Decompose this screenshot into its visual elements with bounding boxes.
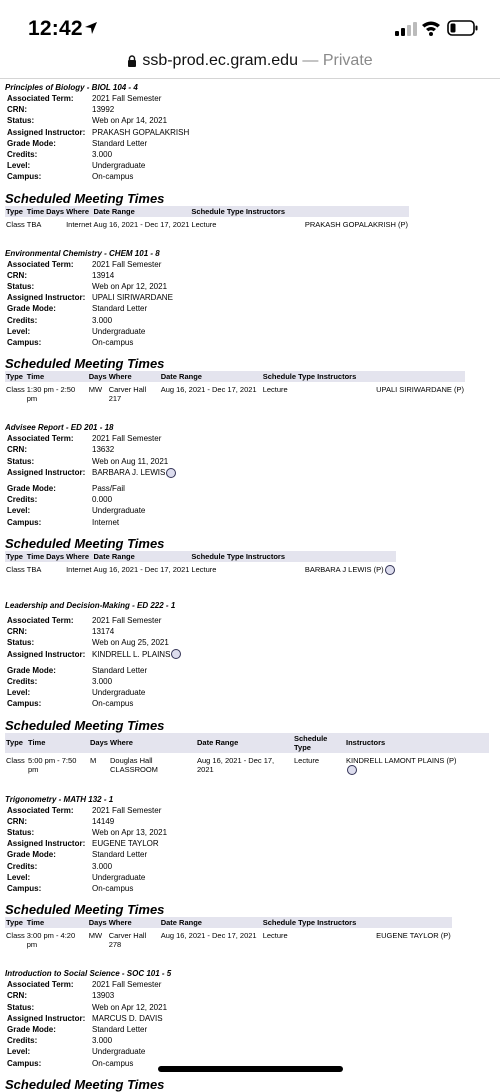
campus-value: On-campus [92,172,134,182]
col-schedule-type: Schedule Type [293,733,345,753]
meeting-times-heading: Scheduled Meeting Times [5,356,165,372]
table-row [5,562,396,578]
campus-label: Campus: [7,1058,42,1068]
credits-value: 3.000 [92,150,113,160]
level-value: Undergraduate [92,326,146,336]
lock-icon [127,55,137,67]
battery-icon [447,20,479,36]
col-days: Days [88,918,107,928]
campus-value: On-campus [92,883,134,893]
instructor-label: Assigned Instructor: [7,839,86,849]
cellular-signal-icon [395,22,417,36]
instructor-label: Assigned Instructor: [7,649,86,659]
location-arrow-icon [84,21,98,35]
course-title: Leadership and Decision-Making - ED 222 - 1 [5,600,176,610]
meeting-schedule-type: Lecture [262,931,288,941]
credits-label: Credits: [7,861,38,871]
term-value: 2021 Fall Semester [92,259,162,269]
term-value: 2021 Fall Semester [92,434,162,444]
col-schedule-type: Schedule Type [191,206,244,216]
meeting-type: Class [6,219,25,229]
status-value: Web on Apr 12, 2021 [92,282,168,292]
col-date-range: Date Range [93,206,191,217]
course-title: Introduction to Social Science - SOC 101 - 5 [5,969,172,979]
campus-label: Campus: [7,699,42,709]
status-value: Web on Aug 25, 2021 [92,638,169,648]
level-value: Undergraduate [92,872,146,882]
meeting-instructors: PRAKASH GOPALAKRISH (P) [304,219,409,229]
status-label: Status: [7,116,35,126]
status-value: Web on Apr 13, 2021 [92,827,168,837]
term-value: 2021 Fall Semester [92,805,162,815]
campus-value: On-campus [92,1058,134,1068]
campus-value: On-campus [92,699,134,709]
col-time: Time [26,371,88,382]
instructor-value: BARBARA J. LEWIS [92,467,166,477]
meeting-times-heading: Scheduled Meeting Times [5,902,165,918]
meeting-instructors: UPALI SIRIWARDANE (P) [376,385,465,395]
meeting-range: Aug 16, 2021 - Dec 17, 2021 [197,755,275,774]
credits-label: Credits: [7,676,38,686]
schedule-content [0,80,500,1092]
crn-value: 13174 [92,627,115,637]
home-indicator [158,1066,343,1072]
col-schedule-type: Schedule Type [262,918,316,928]
col-schedule-type: Schedule Type [262,372,316,382]
meeting-days [45,562,65,578]
instructor-label: Assigned Instructor: [7,127,86,137]
level-value: Undergraduate [92,688,146,698]
meeting-times-table [5,917,452,952]
col-days: Days [88,372,107,382]
clock: 12:42 [28,17,83,40]
level-label: Level: [7,326,31,336]
wifi-icon [421,20,441,36]
term-value: 2021 Fall Semester [92,615,162,625]
level-value: Undergraduate [92,1047,146,1057]
meeting-time: 3:00 pm - 4:20 pm [26,931,76,950]
instructor-label: Assigned Instructor: [7,467,86,477]
meeting-times-heading: Scheduled Meeting Times [5,1076,165,1092]
course-info-table [7,259,173,349]
credits-label: Credits: [7,1036,38,1046]
meeting-time: 1:30 pm - 2:50 pm [26,385,76,404]
meeting-instructors: EUGENE TAYLOR (P) [376,931,451,941]
course-block [0,601,500,710]
term-value: 2021 Fall Semester [92,94,162,103]
credits-value: 3.000 [92,676,113,686]
meeting-type: Class [6,755,25,765]
crn-label: CRN: [7,991,27,1001]
crn-value: 13903 [92,991,115,1001]
grade-value: Standard Letter [92,850,148,860]
term-label: Associated Term: [7,805,74,815]
grade-label: Grade Mode: [7,1024,56,1034]
col-time: Time [26,551,45,561]
grade-value: Standard Letter [92,304,148,314]
credits-value: 3.000 [92,861,113,871]
col-days: Days [46,551,65,561]
crn-value: 13632 [92,445,115,455]
meeting-where: Carver Hall 217 [108,385,147,404]
private-mode-label: Private [322,52,373,69]
meeting-days: MW [88,385,103,395]
term-label: Associated Term: [7,434,74,444]
meeting-where: Carver Hall 278 [108,931,147,950]
crn-value: 14149 [92,816,115,826]
meeting-times-table [5,206,409,232]
crn-label: CRN: [7,627,27,637]
grade-label: Grade Mode: [7,138,56,148]
term-value: 2021 Fall Semester [92,980,162,990]
meeting-times-heading: Scheduled Meeting Times [5,190,165,206]
grade-label: Grade Mode: [7,850,56,860]
table-row [5,928,452,952]
divider [0,78,500,79]
term-label: Associated Term: [7,94,74,103]
col-schedule-type: Schedule Type [191,551,244,561]
status-label: Status: [7,1002,35,1012]
meeting-times-table [5,733,489,778]
meeting-time: TBA [26,219,42,229]
credits-label: Credits: [7,495,38,505]
level-label: Level: [7,872,31,882]
meeting-type: Class [6,385,25,395]
meeting-times-table [5,371,465,406]
grade-value: Standard Letter [92,665,148,675]
status-label: Status: [7,638,35,648]
address-bar[interactable] [0,52,500,74]
col-where: Where [65,551,92,562]
email-icon[interactable] [347,765,357,775]
credits-label: Credits: [7,315,38,325]
meeting-times-heading: Scheduled Meeting Times [5,717,165,733]
level-value: Undergraduate [92,506,146,516]
col-date-range: Date Range [160,371,262,382]
col-time: Time [26,917,88,928]
course-info-table [7,615,181,710]
col-type: Type [5,917,26,928]
course-block [0,83,500,183]
course-title: Environmental Chemistry - CHEM 101 - 8 [5,248,160,258]
campus-label: Campus: [7,883,42,893]
col-instructors: Instructors [245,206,409,217]
campus-value: On-campus [92,338,134,348]
meeting-times-table [5,551,396,578]
crn-label: CRN: [7,816,27,826]
course-title: Principles of Biology - BIOL 104 - 4 [5,83,138,92]
meeting-instructors: BARBARA J LEWIS (P) [304,564,384,574]
instructor-value: EUGENE TAYLOR [92,839,159,849]
table-row [5,382,465,406]
col-time: Time [27,733,89,753]
course-title: Trigonometry - MATH 132 - 1 [5,794,114,804]
col-type: Type [5,371,26,382]
table-row [5,217,409,232]
email-icon[interactable] [166,468,176,478]
meeting-where: Douglas Hall CLASSROOM [110,755,158,774]
grade-label: Grade Mode: [7,484,56,494]
term-label: Associated Term: [7,980,74,990]
crn-value: 13914 [92,270,115,280]
crn-label: CRN: [7,270,27,280]
status-value: Web on Aug 11, 2021 [92,456,169,466]
course-info-table [7,805,167,895]
meeting-range: Aug 16, 2021 - Dec 17, 2021 [93,564,190,574]
col-days: Days [89,733,109,753]
campus-label: Campus: [7,517,42,527]
meeting-type: Class [6,931,25,941]
instructor-label: Assigned Instructor: [7,1013,86,1023]
course-info-table [7,433,176,528]
credits-label: Credits: [7,150,38,160]
email-icon[interactable] [385,565,395,575]
course-info-table [7,979,167,1069]
credits-value: 0.000 [92,495,113,505]
meeting-days: M [90,755,97,765]
col-instructors: Instructors [245,551,396,562]
credits-value: 3.000 [92,1036,113,1046]
course-block [0,969,500,1069]
crn-label: CRN: [7,105,27,115]
col-where: Where [108,371,160,382]
col-date-range: Date Range [93,551,191,562]
grade-value: Standard Letter [92,1024,148,1034]
level-label: Level: [7,688,31,698]
col-type: Type [5,551,26,562]
meeting-range: Aug 16, 2021 - Dec 17, 2021 [93,219,190,229]
col-type: Type [5,206,26,217]
col-time: Time [26,206,45,216]
meeting-days: MW [88,931,103,941]
crn-value: 13992 [92,105,115,115]
meeting-range: Aug 16, 2021 - Dec 17, 2021 [160,931,257,941]
meeting-time: 5:00 pm - 7:50 pm [28,755,77,774]
level-label: Level: [7,506,31,516]
meeting-range: Aug 16, 2021 - Dec 17, 2021 [160,385,257,395]
campus-value: Internet [92,517,120,527]
instructor-value: UPALI SIRIWARDANE [92,293,173,303]
instructor-label: Assigned Instructor: [7,293,86,303]
course-block [0,249,500,349]
col-instructors: Instructors [316,371,465,382]
meeting-schedule-type: Lecture [294,755,320,765]
email-icon[interactable] [171,649,181,659]
term-label: Associated Term: [7,259,74,269]
meeting-time: TBA [26,564,42,574]
level-label: Level: [7,1047,31,1057]
course-block [0,795,500,895]
level-value: Undergraduate [92,161,146,171]
col-where: Where [65,206,92,217]
meeting-where: Internet [66,219,92,229]
meeting-schedule-type: Lecture [191,219,217,229]
status-label: Status: [7,827,35,837]
level-label: Level: [7,161,31,171]
status-value: Web on Apr 12, 2021 [92,1002,168,1012]
meeting-schedule-type: Lecture [191,564,217,574]
instructor-value: KINDRELL L. PLAINS [92,649,171,659]
course-block [0,423,500,528]
crn-label: CRN: [7,445,27,455]
url-separator: — [302,52,319,69]
col-instructors: Instructors [316,917,452,928]
grade-label: Grade Mode: [7,665,56,675]
col-where: Where [109,733,196,753]
grade-value: Pass/Fail [92,484,125,494]
grade-value: Standard Letter [92,138,148,148]
credits-value: 3.000 [92,315,113,325]
term-label: Associated Term: [7,615,74,625]
meeting-schedule-type: Lecture [262,385,288,395]
campus-label: Campus: [7,172,42,182]
instructor-value: PRAKASH GOPALAKRISH [92,127,190,137]
campus-label: Campus: [7,338,42,348]
status-label: Status: [7,282,35,292]
ios-status-bar [0,0,500,52]
course-title: Advisee Report - ED 201 - 18 [5,423,114,433]
meeting-days [45,217,65,232]
meeting-times-heading: Scheduled Meeting Times [5,535,165,551]
grade-label: Grade Mode: [7,304,56,314]
url-domain: ssb-prod.ec.gram.edu [142,52,298,69]
meeting-type: Class [6,564,25,574]
status-label: Status: [7,456,35,466]
instructor-value: MARCUS D. DAVIS [92,1013,163,1023]
meeting-where: Internet [66,564,92,574]
col-days: Days [46,206,65,216]
col-type: Type [5,733,27,753]
course-info-table [7,93,189,183]
col-date-range: Date Range [196,733,293,753]
table-row [5,753,489,778]
meeting-instructors: KINDRELL LAMONT PLAINS (P) [346,755,457,765]
col-instructors: Instructors [345,733,489,753]
col-date-range: Date Range [160,917,262,928]
col-where: Where [108,917,160,928]
status-value: Web on Apr 14, 2021 [92,116,168,126]
